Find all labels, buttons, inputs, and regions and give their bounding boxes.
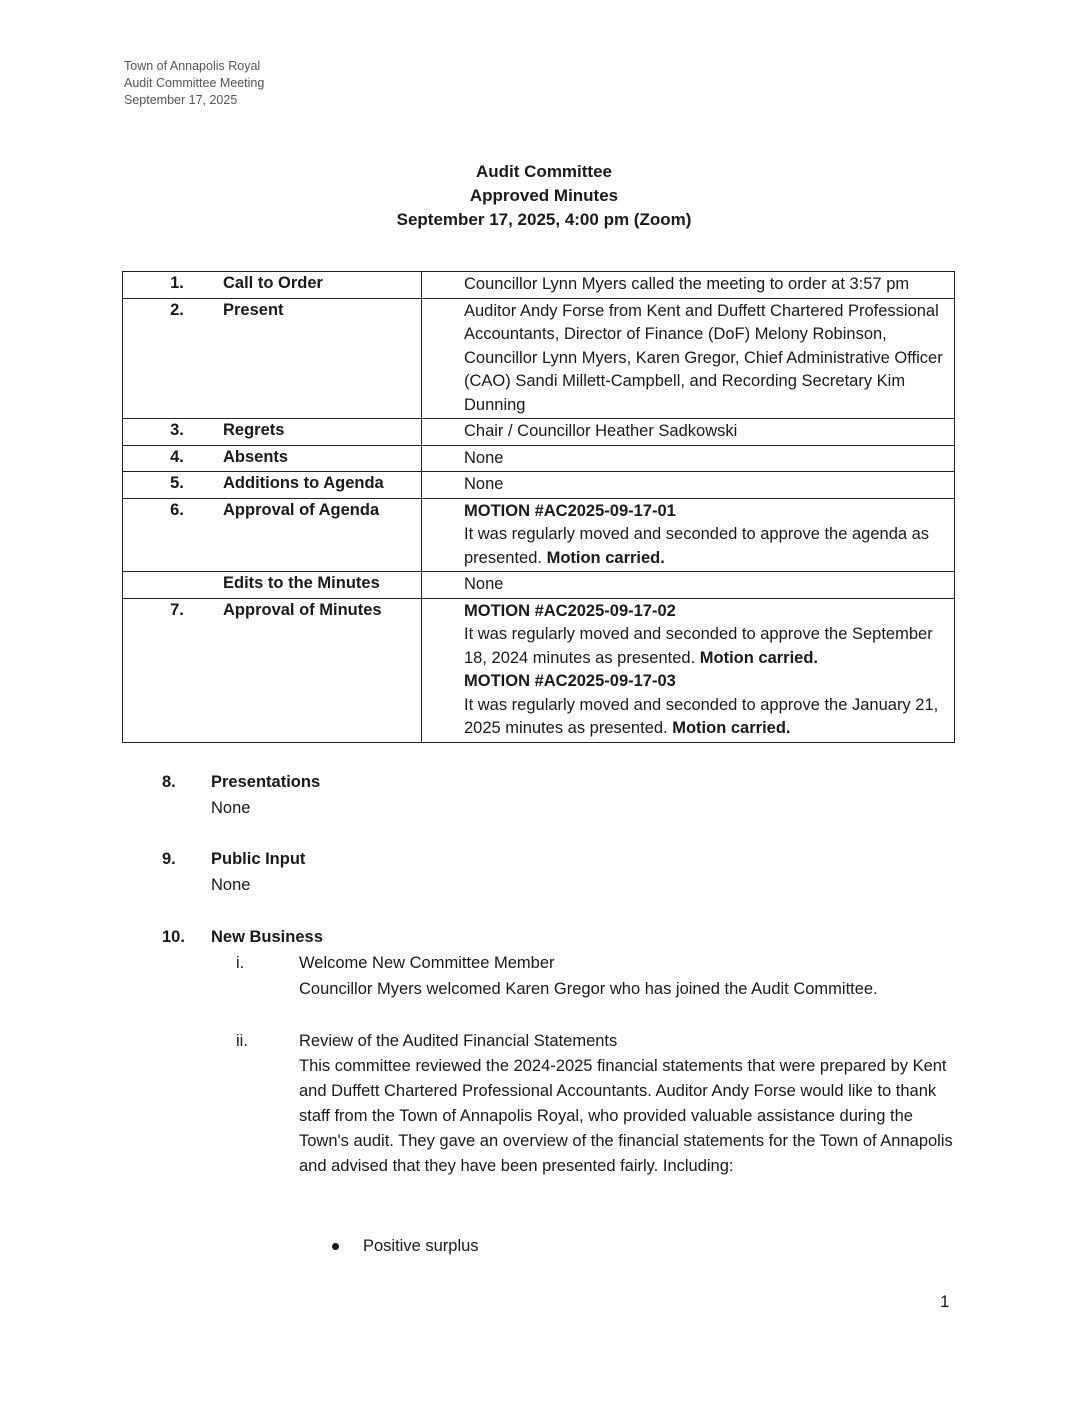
row-number: 7. — [123, 598, 220, 742]
row-item: Approval of Minutes — [219, 598, 422, 742]
header-town: Town of Annapolis Royal — [124, 59, 261, 73]
motion-text: It was regularly moved and seconded to approve the September 18, 2024 minutes as presented. — [464, 625, 933, 667]
header-date: September 17, 2025 — [124, 93, 238, 107]
row-item: Additions to Agenda — [219, 472, 422, 499]
motion-text: It was regularly moved and seconded to approve the January 21, 2025 minutes as presented. — [464, 695, 939, 737]
title-minutes: Approved Minutes — [469, 186, 619, 205]
motion-id: MOTION #AC2025-09-17-03 — [464, 672, 676, 690]
row-item: Absents — [219, 445, 422, 472]
table-row — [123, 472, 955, 499]
row-item: Edits to the Minutes — [219, 572, 422, 599]
row-number: 3. — [123, 419, 220, 446]
table-row — [123, 298, 955, 419]
subitem-body: Councillor Myers welcomed Karen Gregor who has joined the Audit Committee. — [299, 980, 878, 998]
motion-result: Motion carried. — [546, 548, 665, 567]
row-number: 5. — [123, 472, 220, 499]
motion-result: Motion carried. — [672, 719, 791, 737]
section-body: None — [211, 876, 251, 894]
bullet-text: Positive surplus — [363, 1237, 479, 1255]
table-row — [123, 498, 955, 572]
header-meeting: Audit Committee Meeting — [124, 76, 265, 90]
row-detail — [422, 598, 955, 742]
row-number: 1. — [123, 272, 220, 299]
motion-text: It was regularly moved and seconded to approve the agenda as presented. — [464, 525, 930, 567]
row-item: Approval of Agenda — [219, 498, 422, 572]
row-detail: Auditor Andy Forse from Kent and Duffett Chartered Professional Accountants, Director of Finance (DoF) Melony Robinson, Councillor Lynn Myers, Karen Gregor, Chief Administrative Officer (CAO) Sandi Millett-Campbell, and Recording Secretary Kim Dunning — [422, 298, 955, 419]
section-body: None — [211, 799, 251, 817]
table-row — [123, 419, 955, 446]
row-detail: Chair / Councillor Heather Sadkowski — [422, 419, 955, 446]
page-header — [124, 58, 264, 109]
subitem-body: This committee reviewed the 2024-2025 financial statements that were prepared by Kent and Duffett Chartered Professional Accountants. Auditor Andy Forse would like to thank staff from the Town of Annapolis Royal, who provided valuable assistance during the Town's audit. They gave an overview of the financial statements for the Town of Annapolis and advised that they have been presented fairly. Including: — [299, 1057, 953, 1175]
subitem-title: Review of the Audited Financial Statements — [299, 1032, 618, 1050]
bullet-icon — [332, 1243, 339, 1250]
agenda-table — [122, 271, 955, 743]
document-title — [0, 160, 1088, 232]
row-detail — [422, 498, 955, 572]
row-item: Regrets — [219, 419, 422, 446]
row-detail: None — [422, 472, 955, 499]
page-number: 1 — [940, 1292, 950, 1311]
row-detail: Councillor Lynn Myers called the meeting to order at 3:57 pm — [422, 272, 955, 299]
row-number: 4. — [123, 445, 220, 472]
row-number: 2. — [123, 298, 220, 419]
motion-result: Motion carried. — [699, 648, 819, 667]
motion-id: MOTION #AC2025-09-17-01 — [464, 501, 676, 520]
title-date: September 17, 2025, 4:00 pm (Zoom) — [396, 210, 692, 229]
section-number: 10. — [162, 928, 185, 946]
table-row — [123, 572, 955, 599]
row-item: Present — [219, 298, 422, 419]
section-title: Presentations — [211, 773, 321, 791]
title-committee: Audit Committee — [476, 162, 612, 181]
section-title: Public Input — [211, 850, 306, 868]
table-row — [123, 445, 955, 472]
subitem-number: ii. — [236, 1032, 248, 1050]
section-title: New Business — [211, 928, 323, 946]
motion-id: MOTION #AC2025-09-17-02 — [464, 601, 676, 620]
section-number: 9. — [162, 850, 176, 868]
table-row — [123, 598, 955, 742]
subitem-title: Welcome New Committee Member — [299, 954, 555, 972]
row-detail: None — [422, 445, 955, 472]
row-detail: None — [422, 572, 955, 599]
row-number: 6. — [123, 498, 220, 572]
subitem-number: i. — [236, 954, 245, 972]
table-row — [123, 272, 955, 299]
row-number — [123, 572, 220, 599]
section-number: 8. — [162, 773, 176, 791]
row-item: Call to Order — [219, 272, 422, 299]
